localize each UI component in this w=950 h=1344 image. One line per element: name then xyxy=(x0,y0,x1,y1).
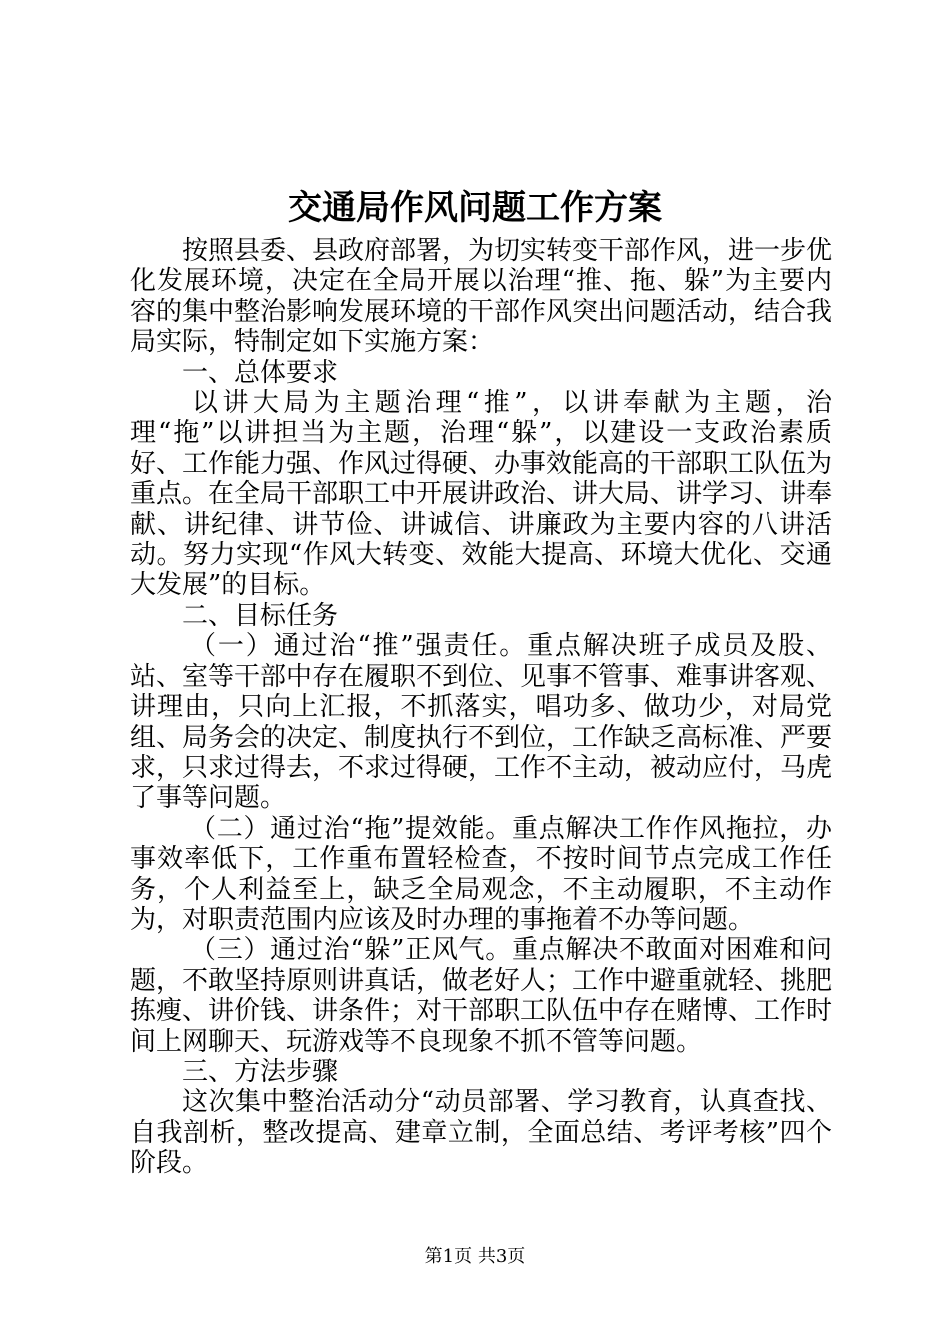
document-title: 交通局作风问题工作方案 xyxy=(288,188,662,228)
intro-paragraph: 按照县委、县政府部署，为切实转变干部作风，进一步优化发展环境，决定在全局开展以治理“推、拖、躲”为主要内容的集中整治影响发展环境的干部作风突出问题活动，结合我局实际，特制定如下实施方案： xyxy=(130,236,833,358)
section-heading-1: 一、总体要求 xyxy=(182,357,339,388)
section-heading-3: 三、方法步骤 xyxy=(182,1056,339,1087)
task-3-paragraph: （三）通过治“躲”正风气。重点解决不敢面对困难和问题，不敢坚持原则讲真话，做老好人；工作中避重就轻、挑肥拣瘦、讲价钱、讲条件；对干部职工队伍中存在赌博、工作时间上网聊天、玩游戏等不良现象不抓不管等问题。 xyxy=(130,935,833,1057)
section-heading-2: 二、目标任务 xyxy=(182,600,339,631)
page-footer: 第1页 共3页 xyxy=(424,1246,526,1267)
task-2-paragraph: （二）通过治“拖”提效能。重点解决工作作风拖拉，办事效率低下，工作重布置轻检查，不按时间节点完成工作任务，个人利益至上，缺乏全局观念，不主动履职，不主动作为，对职责范围内应该及时办理的事拖着不办等问题。 xyxy=(130,813,832,935)
document-body xyxy=(130,236,832,1179)
task-1-paragraph: （一）通过治“推”强责任。重点解决班子成员及股、站、室等干部中存在履职不到位、见事不管事、难事讲客观、讲理由，只向上汇报，不抓落实，唱功多、做功少，对局党组、局务会的决定、制度执行不到位，工作缺乏高标准、严要求，只求过得去，不求过得硬，工作不主动，被动应付，马虎了事等问题。 xyxy=(130,631,833,814)
section-1-paragraph: 以讲大局为主题治理“推”，以讲奉献为主题，治理“拖”以讲担当为主题，治理“躲”，以建设一支政治素质好、工作能力强、作风过得硬、办事效能高的干部职工队伍为重点。在全局干部职工中开展讲政治、讲大局、讲学习、讲奉献、讲纪律、讲节俭、讲诚信、讲廉政为主要内容的八讲活动。努力实现“作风大转变、效能大提高、环境大优化、交通大发展”的目标。 xyxy=(130,388,833,601)
section-3-paragraph: 这次集中整治活动分“动员部署、学习教育，认真查找、自我剖析，整改提高、建章立制，全面总结、考评考核”四个阶段。 xyxy=(130,1087,832,1179)
